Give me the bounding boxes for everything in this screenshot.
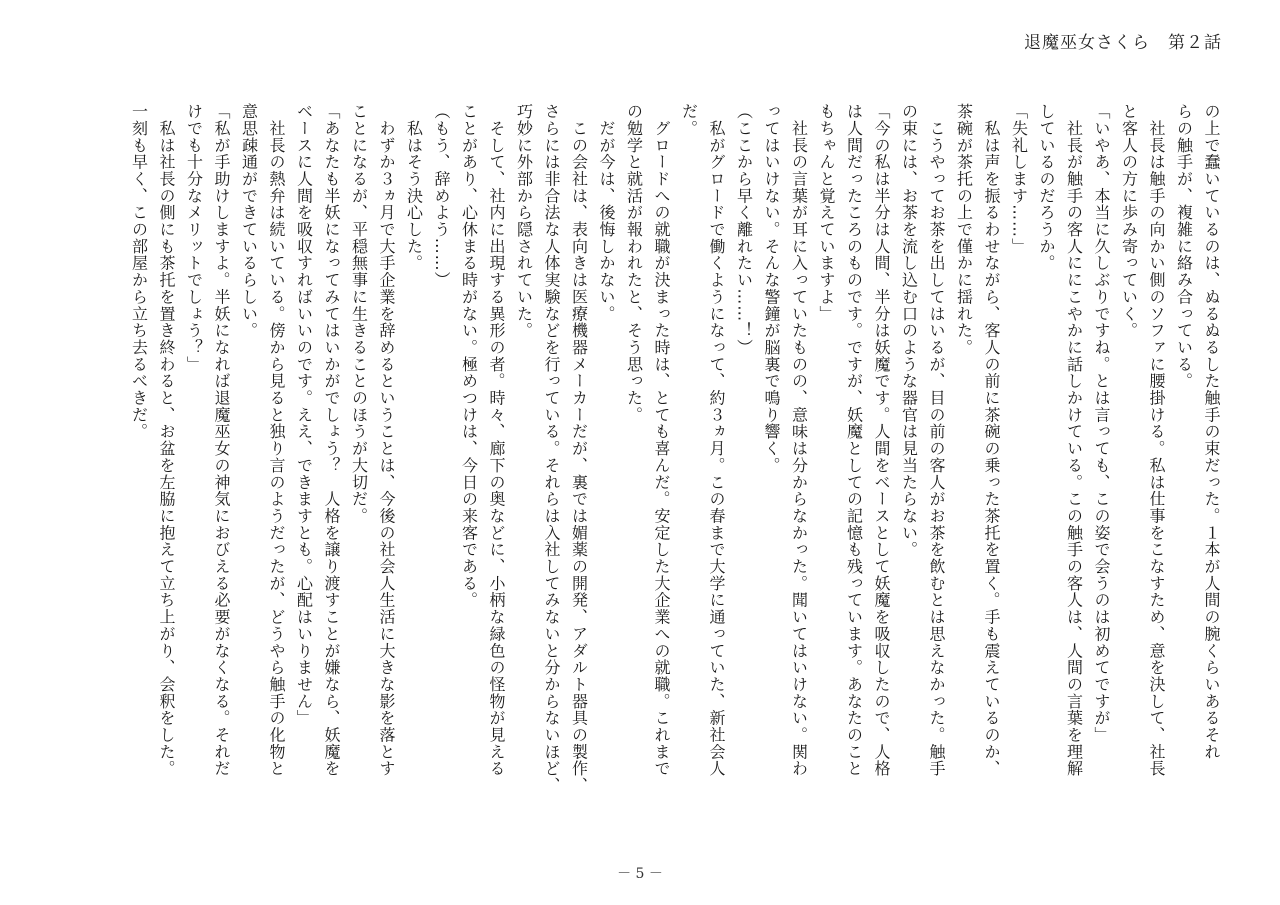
text-line: 「あなたも半妖になってみてはいかがでしょう？ 人格を譲り渡すことが嫌なら、妖魔を — [322, 103, 341, 777]
text-line: 私は社長の側にも茶托を置き終わると、お盆を左脇に抱えて立ち上がり、会釈をした。 — [157, 103, 176, 777]
text-line: 社長の言葉が耳に入っていたものの、意味は分からなかった。聞いてはいけない。関わ — [789, 103, 809, 777]
text-line: と客人の方に歩み寄っていく。 — [1119, 103, 1139, 339]
text-line: ベースに人間を吸収すればいいのです。ええ、できますとも。心配はいりません」 — [294, 103, 314, 727]
text-line: ってはいけない。そんな警鐘が脳裏で鳴り響く。 — [762, 103, 781, 474]
text-line: さらには非合法な人体実験などを行っている。それらは入社してみないと分からないほど、 — [542, 103, 561, 794]
text-line: 一刻も早く、この部屋から立ち去るべきだ。 — [129, 103, 149, 440]
text-line: こうやってお茶を出してはいるが、目の前の客人がお茶を飲むとは思えなかった。触手 — [927, 103, 946, 777]
text-line: けでも十分なメリットでしょう？」 — [184, 103, 204, 373]
text-line: の勉学と就活が報われたと、そう思った。 — [624, 103, 644, 424]
text-line: この会社は、表向きは医療機器メーカーだが、裏では媚薬の開発、アダルト器具の製作、 — [569, 103, 589, 794]
text-line: （ここから早く離れたい……！） — [734, 103, 754, 356]
book-title: 退魔巫女さくら — [1024, 33, 1150, 53]
text-line: ことになるが、平穏無事に生きることのほうが大切だ。 — [349, 103, 369, 525]
chapter-label: 第２話 — [1168, 33, 1222, 53]
text-line: 茶碗が茶托の上で僅かに揺れた。 — [954, 103, 974, 356]
text-line: 巧妙に外部から隠されていた。 — [514, 103, 534, 339]
text-line: （もう、辞めよう……） — [432, 103, 451, 289]
text-line: そして、社内に出現する異形の者。時々、廊下の奥などに、小柄な緑色の怪物が見える — [487, 103, 506, 777]
text-line: らの触手が、複雑に絡み合っている。 — [1174, 103, 1194, 390]
text-line: 社長の熱弁は続いている。傍から見ると独り言のようだったが、どうやら触手の化物と — [267, 103, 286, 777]
text-line: 社長が触手の客人ににこやかに話しかけている。この触手の客人は、人間の言葉を理解 — [1064, 103, 1084, 777]
text-line: だが今は、後悔しかない。 — [597, 103, 616, 323]
text-line: 社長は触手の向かい側のソファに腰掛ける。私は仕事をこなすため、意を決して、社長 — [1147, 103, 1166, 777]
text-line: わずか３ヵ月で大手企業を辞めるということは、今後の社会人生活に大きな影を落とす — [377, 103, 396, 777]
text-line: もちゃんと覚えていますよ」 — [817, 103, 836, 323]
text-line: しているのだろうか。 — [1037, 103, 1056, 272]
text-line: は人間だったころのものです。ですが、妖魔としての記憶も残っています。あなたのこと — [844, 103, 864, 777]
text-line: 「いやあ、本当に久しぶりですね。とは言っても、この姿で会うのは初めてですが」 — [1092, 103, 1111, 744]
text-line: の束には、お茶を流し込む口のような器官は見当たらない。 — [899, 103, 919, 558]
text-line: 「今の私は半分は人間、半分は妖魔です。人間をベースとして妖魔を吸収したので、人格 — [872, 103, 891, 777]
text-line: だ。 — [679, 103, 699, 137]
page-header — [1024, 28, 1222, 53]
text-line: の上で蠢いているのは、ぬるぬるした触手の束だった。１本が人間の腕くらいあるそれ — [1202, 103, 1221, 761]
text-line: 「失礼します……」 — [1009, 103, 1029, 255]
text-line: ことがあり、心休まる時がない。極めつけは、今日の来客である。 — [459, 103, 479, 609]
text-line: 私は声を振るわせながら、客人の前に茶碗の乗った茶托を置く。手も震えているのか、 — [982, 103, 1001, 777]
text-line: 意思疎通ができているらしい。 — [239, 103, 259, 339]
text-line: 私がグロードで働くようになって、約３ヵ月。この春まで大学に通っていた、新社会人 — [707, 103, 726, 777]
text-line: グロードへの就職が決まった時は、とても喜んだ。安定した大企業への就職。これまで — [652, 103, 671, 777]
text-line: 私はそう決心した。 — [404, 103, 424, 272]
vertical-text-body — [60, 103, 1225, 863]
text-line: 「私が手助けしますよ。半妖になれば退魔巫女の神気におびえる必要がなくなる。それだ — [212, 103, 231, 777]
page-number: － 5 － — [617, 866, 663, 882]
